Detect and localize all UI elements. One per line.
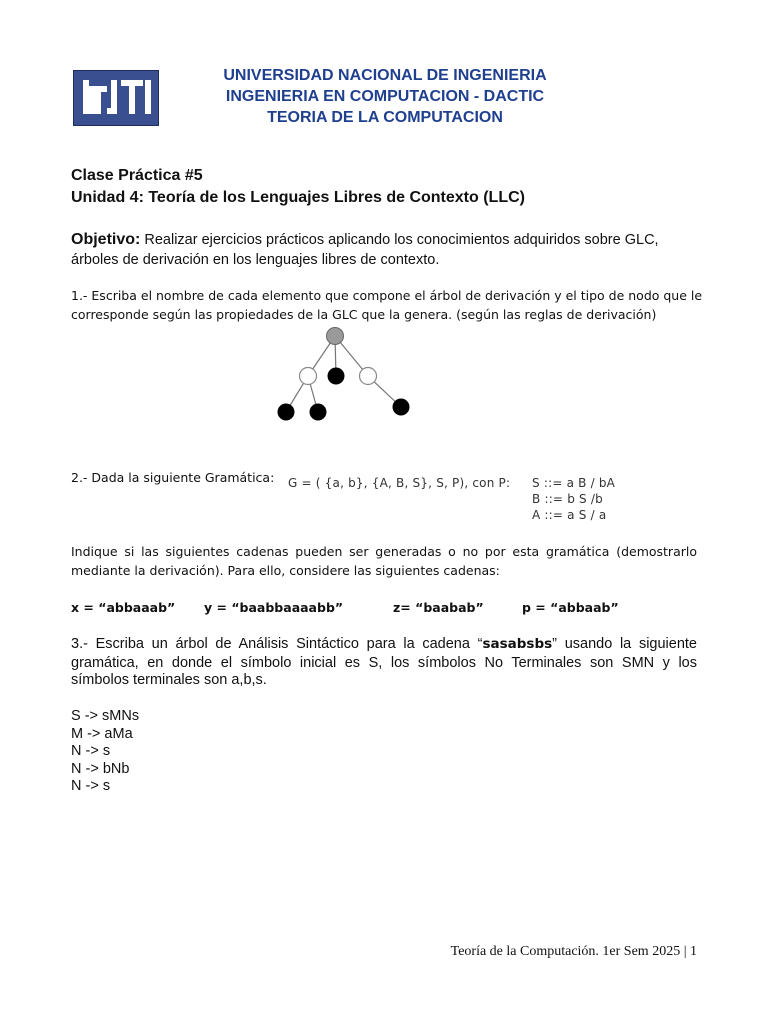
q3-line-1-post: ” usando la siguiente — [552, 636, 697, 652]
q1-line-2: corresponde según las propiedades de la GLC que la genera. (según las reglas de derivación) — [71, 307, 657, 322]
string-y: y = “baabbaaaabb” — [204, 600, 344, 615]
q2-instruction-1: Indique si las siguientes cadenas pueden ser generadas o no por esta gramática (demostrarlo — [71, 544, 697, 559]
objective-paragraph — [71, 231, 659, 249]
q2-intro: 2.- Dada la siguiente Gramática: — [71, 470, 275, 485]
q2-rule-2: B ::= b S /b — [532, 492, 603, 506]
tree-node-filled-middle — [328, 368, 345, 385]
q2-grammar-definition: G = ( {a, b}, {A, B, S}, S, P), con P: — [288, 476, 511, 490]
course-name: TEORIA DE LA COMPUTACION — [267, 109, 503, 126]
page-footer: Teoría de la Computación. 1er Sem 2025 | 1 — [450, 944, 697, 959]
q2-rule-3: A ::= a S / a — [532, 508, 607, 522]
string-p: p = “abbaab” — [522, 600, 619, 615]
q3-line-2: gramática, en donde el símbolo inicial es S, los símbolos No Terminales son SMN y los — [71, 655, 697, 671]
tree-leaf-1 — [278, 404, 295, 421]
q3-rule-2: M -> aMa — [71, 725, 133, 742]
q3-rule-3: N -> s — [71, 743, 111, 759]
q3-line-3: símbolos terminales son a,b,s. — [71, 672, 267, 688]
q3-rule-5: N -> s — [71, 778, 111, 794]
q3-target-string: sasabsbs — [482, 636, 553, 652]
unit-title: Unidad 4: Teoría de los Lenguajes Libres de Contexto (LLC) — [71, 189, 525, 206]
tree-node-hollow-right — [360, 368, 377, 385]
university-name: UNIVERSIDAD NACIONAL DE INGENIERIA — [223, 67, 547, 84]
university-logo — [73, 70, 159, 126]
q2-rule-1: S ::= a B / bA — [532, 476, 616, 490]
q1-line-1: 1.- Escriba el nombre de cada elemento que compone el árbol de derivación y el tipo de nodo que le — [71, 288, 703, 303]
q3-grammar-rules — [71, 708, 139, 796]
tree-leaf-2 — [310, 404, 327, 421]
objective-text-1: Realizar ejercicios prácticos aplicando los conocimientos adquiridos sobre GLC, — [140, 232, 659, 248]
uni-logo-icon — [73, 70, 159, 126]
q3-rule-1: S -> sMNs — [71, 708, 140, 724]
department-name: INGENIERIA EN COMPUTACION - DACTIC — [225, 88, 545, 105]
q3-line-1 — [71, 636, 697, 652]
q3-rule-4: N -> bNb — [71, 760, 130, 777]
derivation-tree — [270, 325, 415, 427]
objective-text-2: árboles de derivación en los lenguajes libres de contexto. — [71, 252, 440, 268]
tree-leaf-3 — [393, 399, 410, 416]
q2-instruction-2: mediante la derivación). Para ello, considere las siguientes cadenas: — [71, 563, 500, 578]
tree-node-hollow-left — [300, 368, 317, 385]
class-title: Clase Práctica #5 — [71, 167, 203, 184]
q3-line-1-pre: 3.- Escriba un árbol de Análisis Sintáctico para la cadena “ — [71, 636, 483, 652]
tree-root-node — [327, 328, 344, 345]
q2-production-rules — [532, 475, 615, 523]
objective-label: Objetivo: — [71, 231, 141, 248]
string-z: z= “baabab” — [393, 600, 484, 615]
string-x: x = “abbaaab” — [71, 600, 176, 615]
